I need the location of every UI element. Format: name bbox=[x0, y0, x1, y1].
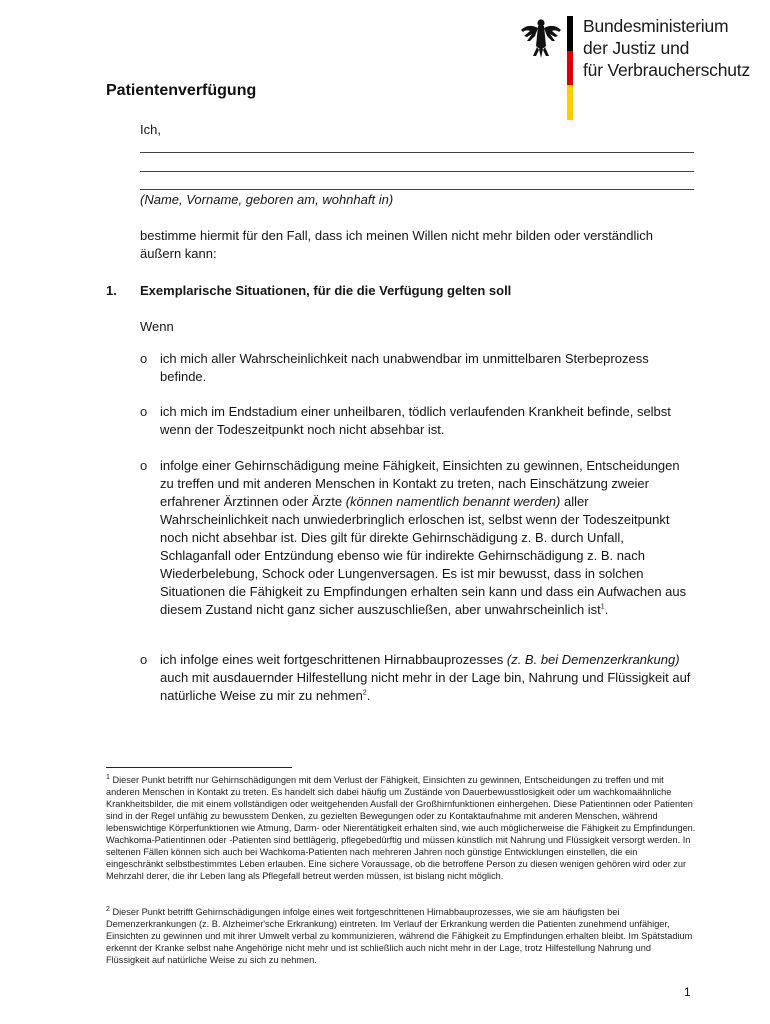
checkbox-bullet-3[interactable]: o bbox=[140, 458, 148, 473]
item-3-text-after: aller Wahrscheinlichkeit nach unwiederbringlich erloschen ist, selbst wenn der Todeszeitpunkt noch nicht absehbar ist. Dies gilt für direkte Gehirnschädigung z. B. durch Unfall, Schlaganfall oder Entzündung ebenso wie für indirekte Gehirnschädigung z. B. nach Wiederbelebung, Schock oder Lungenversagen. Es ist mir bewusst, dass in solchen Situationen die Fähigkeit zu Empfindungen erhalten sein kann und dass ein Aufwachen aus diesem Zustand nicht ganz sicher auszuschließen, aber unwahrscheinlich ist bbox=[160, 494, 687, 617]
item-4-text-italic: (z. B. bei Demenzerkrankung) bbox=[506, 652, 680, 667]
page-number: 1 bbox=[684, 985, 691, 999]
footnote-ref-1[interactable]: 1 bbox=[600, 603, 605, 611]
section-heading: Exemplarische Situationen, für die die Verfügung gelten soll bbox=[140, 283, 512, 298]
federal-eagle-logo bbox=[519, 16, 563, 60]
footnote-1-number: 1 bbox=[106, 773, 110, 781]
flag-stripe-gold bbox=[567, 85, 573, 120]
name-line-3[interactable] bbox=[140, 189, 694, 190]
footnote-2-number: 2 bbox=[106, 905, 110, 913]
checkbox-bullet-4[interactable]: o bbox=[140, 652, 148, 667]
situation-item-2: ich mich im Endstadium einer unheilbaren, tödlich verlaufenden Krankheit befinde, selbst wenn der Todeszeitpunkt noch nicht absehbar ist. bbox=[160, 404, 671, 437]
item-3-text-before: infolge einer Gehirnschädigung meine Fähigkeit, Einsichten zu gewinnen, Entscheidungen zu treffen und mit anderen Menschen in Kontakt zu treten, nach Einschätzung zweier erfahrener Ärztinnen oder Ärzte bbox=[160, 458, 680, 509]
ministry-name-line-3: für Verbraucherschutz bbox=[583, 60, 750, 80]
flag-stripe-red bbox=[567, 51, 573, 86]
declaration-text: bestimme hiermit für den Fall, dass ich meinen Willen nicht mehr bilden oder verständlich äußern kann: bbox=[140, 228, 653, 261]
item-4-text-before: ich infolge eines weit fortgeschrittenen Hirnabbauprozesses bbox=[160, 652, 507, 667]
situation-item-3: infolge einer Gehirnschädigung meine Fähigkeit, Einsichten zu gewinnen, Entscheidungen zu treffen und mit anderen Menschen in Kontakt zu treten, nach Einschätzung zweier erfahrener Ärztinnen oder Ärzte (können namentlich benannt werden) aller Wahrscheinlichkeit nach unwiederbringlich erloschen ist, selbst wenn der Todeszeitpunkt noch nicht absehbar ist. Dies gilt für direkte Gehirnschädigung z. B. durch Unfall, Schlaganfall oder Entzündung ebenso wie für indirekte Gehirnschädigung z. B. nach Wiederbelebung, Schock oder Lungenversagen. Es ist mir bewusst, dass in solchen Situationen die Fähigkeit zu Empfindungen erhalten sein kann und dass ein Aufwachen aus diesem Zustand nicht ganz sicher auszuschließen, aber unwahrscheinlich ist$^1$. bbox=[160, 458, 687, 617]
section-lead: Wenn bbox=[140, 319, 174, 334]
situation-item-4: ich infolge eines weit fortgeschrittenen Hirnabbauprozesses (z. B. bei Demenzerkrankung) auch mit ausdauernder Hilfestellung nicht mehr in der Lage bin, Nahrung und Flüssigkeit auf natürliche Weise zu mir zu nehmen$^2$. bbox=[160, 652, 691, 703]
ministry-name-line-2: der Justiz und bbox=[583, 38, 690, 58]
german-flag-bar bbox=[567, 16, 573, 120]
footnote-ref-2[interactable]: 2 bbox=[362, 689, 367, 697]
checkbox-bullet-2[interactable]: o bbox=[140, 404, 148, 419]
name-caption: (Name, Vorname, geboren am, wohnhaft in) bbox=[140, 192, 394, 207]
item-3-text-italic: (können namentlich benannt werden) bbox=[345, 494, 561, 509]
document-title: Patientenverfügung bbox=[106, 82, 257, 99]
situation-item-1: ich mich aller Wahrscheinlichkeit nach unabwendbar im unmittelbaren Sterbeprozess befinde. bbox=[160, 351, 649, 384]
flag-stripe-black bbox=[567, 16, 573, 51]
checkbox-bullet-1[interactable]: o bbox=[140, 351, 148, 366]
intro-text: Ich, bbox=[140, 122, 161, 137]
footnote-separator bbox=[106, 767, 292, 768]
name-line-2[interactable] bbox=[140, 171, 694, 172]
section-number: 1. bbox=[106, 283, 117, 298]
footnote-1 bbox=[106, 774, 696, 882]
footnote-2 bbox=[106, 906, 696, 966]
item-4-text-after: auch mit ausdauernder Hilfestellung nicht mehr in der Lage bin, Nahrung und Flüssigkeit auf natürliche Weise zu mir zu nehmen bbox=[160, 670, 691, 703]
ministry-name-line-1: Bundesministerium bbox=[583, 16, 729, 36]
footnote-2-text: Dieser Punkt betrifft Gehirnschädigungen infolge eines weit fortgeschrittenen Hirnabbauprozesses, wie sie am häufigsten bei Demenzerkrankungen (z. B. Alzheimer'sche Erkrankung) eintreten. Im Verlauf der Erkrankung werden die Patienten zunehmend unfähiger, Einsichten zu gewinnen und mit ihrer Umwelt verbal zu kommunizieren, während die Fähigkeit zu Empfindungen erhalten bleibt. Im Spätstadium erkennt der Kranke selbst nahe Angehörige nicht mehr und ist schließlich auch nicht mehr in der Lage, trotz Hilfestellung Nahrung und Flüssigkeit auf natürliche Weise zu sich zu nehmen. bbox=[106, 907, 693, 965]
name-line-1[interactable] bbox=[140, 152, 694, 153]
footnote-1-text: Dieser Punkt betrifft nur Gehirnschädigungen mit dem Verlust der Fähigkeit, Einsichten zu gewinnen, Entscheidungen zu treffen und mit anderen Menschen in Kontakt zu treten. Es handelt sich dabei häufig um Zustände von Dauerbewusstlosigkeit oder um wachkomaähnliche Krankheitsbilder, die mit einem vollständigen oder weitgehenden Ausfall der Großhirnfunktionen einhergehen. Diese Patientinnen oder Patienten sind in der Regel unfähig zu bewusstem Denken, zu gezielten Bewegungen oder zu Kontaktaufnahme mit anderen Menschen, während lebenswichtige Körperfunktionen wie Atmung, Darm- oder Nierentätigkeit erhalten sind, wie auch möglicherweise die Fähigkeit zu Empfindungen. Wachkoma-Patientinnen oder -Patienten sind bettlägerig, pflegebedürftig und müssen künstlich mit Nahrung und Flüssigkeit versorgt werden. In seltenen Fällen können sich auch bei Wachkoma-Patienten nach mehreren Jahren noch günstige Entwicklungen einstellen, die ein eingeschränkt selbstbestimmtes Leben erlauben. Eine sichere Voraussage, ob die betroffene Person zu diesen wenigen gehören wird oder zur Mehrzahl derer, die ihr Leben lang als Pflegefall betreut werden müssen, ist bislang nicht möglich. bbox=[106, 775, 696, 881]
